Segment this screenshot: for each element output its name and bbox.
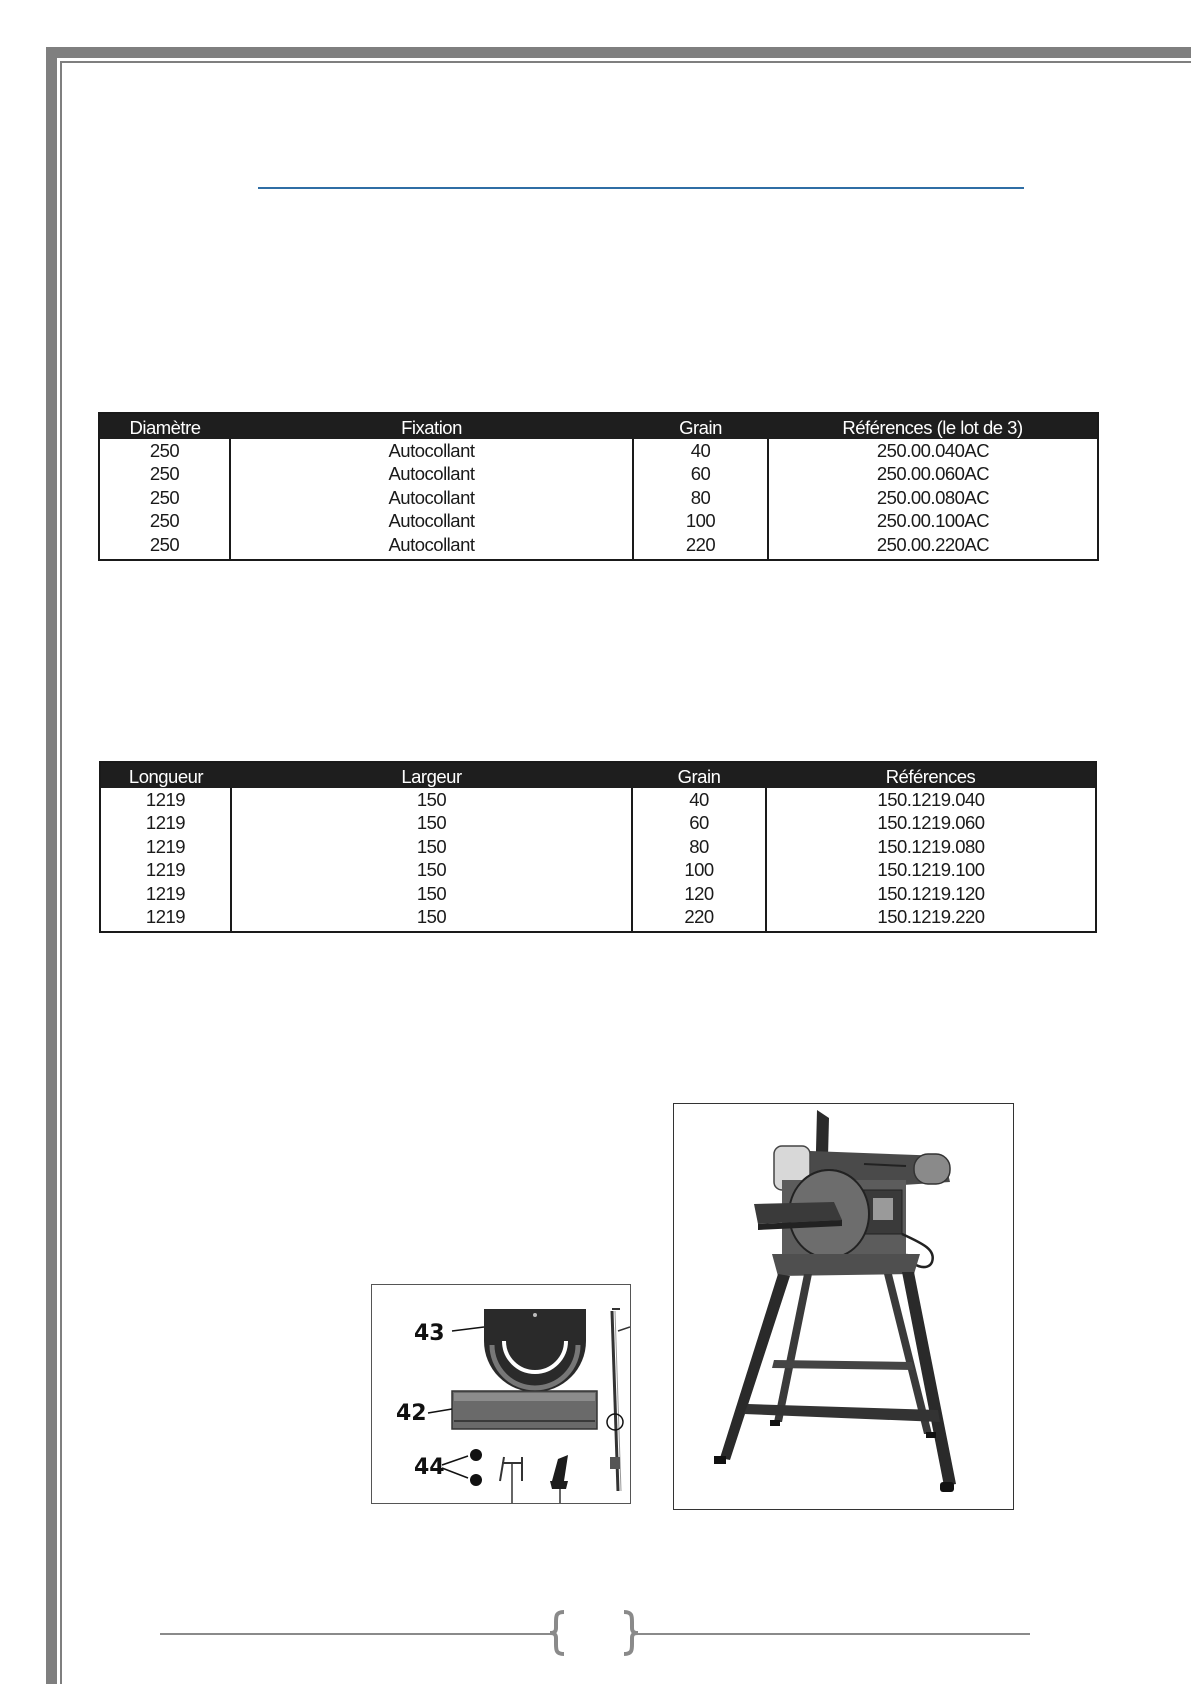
table-cell: 150.1219.100 — [766, 859, 1096, 883]
table-cell: 100 — [633, 510, 768, 534]
table-cell: 150.1219.080 — [766, 835, 1096, 859]
table-cell: 250 — [99, 533, 230, 560]
table-cell: 60 — [632, 812, 766, 836]
table-cell: 1219 — [100, 812, 231, 836]
table-cell: 1219 — [100, 906, 231, 933]
table-cell: 150 — [231, 812, 632, 836]
column-header: Diamètre — [99, 413, 230, 439]
table-cell: 250 — [99, 486, 230, 510]
table-cell: 60 — [633, 463, 768, 487]
table-cell: 80 — [632, 835, 766, 859]
sanding-discs-table — [98, 412, 1099, 561]
page-frame-top — [46, 47, 1191, 58]
table-cell: 150.1219.120 — [766, 882, 1096, 906]
belt-disc-sander-illustration — [674, 1104, 1013, 1509]
table-header-row — [100, 762, 1096, 788]
table-cell: 250.00.080AC — [768, 486, 1098, 510]
part-number-label: 43 — [414, 1321, 445, 1346]
table-cell: 220 — [633, 533, 768, 560]
table-cell: 150.1219.220 — [766, 906, 1096, 933]
column-header: Références — [766, 762, 1096, 788]
table-cell: 250 — [99, 510, 230, 534]
column-header: Fixation — [230, 413, 633, 439]
table-cell: 80 — [633, 486, 768, 510]
table-cell: 250 — [99, 463, 230, 487]
table-cell: 150 — [231, 859, 632, 883]
table-cell: 150 — [231, 882, 632, 906]
table-cell: 120 — [632, 882, 766, 906]
table-cell: 100 — [632, 859, 766, 883]
table-cell: 1219 — [100, 882, 231, 906]
table-cell: 220 — [632, 906, 766, 933]
table-row — [99, 486, 1098, 510]
column-header: Largeur — [231, 762, 632, 788]
column-header: Grain — [632, 762, 766, 788]
column-header: Grain — [633, 413, 768, 439]
table-row — [99, 510, 1098, 534]
sander-machine-figure — [673, 1103, 1014, 1510]
table-row — [100, 835, 1096, 859]
protractor-part — [484, 1309, 586, 1392]
footer-rule-left — [160, 1633, 552, 1635]
footer-rule-right — [638, 1633, 1030, 1635]
table-row — [100, 882, 1096, 906]
part-number-label: 42 — [396, 1401, 427, 1426]
table-cell: 250.00.100AC — [768, 510, 1098, 534]
table-cell: 150.1219.060 — [766, 812, 1096, 836]
table-cell: 1219 — [100, 859, 231, 883]
table-cell: Autocollant — [230, 486, 633, 510]
page-frame-left-inner — [60, 61, 62, 1684]
page-frame-left — [46, 47, 57, 1684]
table-cell: 1219 — [100, 835, 231, 859]
part-number-label: 44 — [414, 1455, 445, 1480]
stand-leg — [902, 1272, 956, 1486]
table-cell: 40 — [632, 788, 766, 812]
column-header: Références (le lot de 3) — [768, 413, 1098, 439]
table-cell: 250.00.060AC — [768, 463, 1098, 487]
table-header-row — [99, 413, 1098, 439]
table-cell: 150 — [231, 835, 632, 859]
table-cell: 1219 — [100, 788, 231, 812]
table-cell: Autocollant — [230, 439, 633, 463]
table-cell: 250 — [99, 439, 230, 463]
table-row — [100, 859, 1096, 883]
table-cell: 40 — [633, 439, 768, 463]
table-cell: 250.00.040AC — [768, 439, 1098, 463]
page-number-brackets — [546, 1610, 642, 1656]
table-row — [100, 906, 1096, 933]
table-row — [99, 463, 1098, 487]
table-row — [100, 788, 1096, 812]
sanding-belts-table — [99, 761, 1097, 933]
parts-diagram-illustration — [372, 1285, 630, 1503]
header-rule — [258, 187, 1024, 189]
column-header: Longueur — [100, 762, 231, 788]
table-cell: Autocollant — [230, 533, 633, 560]
table-row — [100, 812, 1096, 836]
table-cell: 150 — [231, 906, 632, 933]
table-row — [99, 533, 1098, 560]
parts-diagram-figure — [371, 1284, 631, 1504]
table-cell: 250.00.220AC — [768, 533, 1098, 560]
table-cell: Autocollant — [230, 510, 633, 534]
table-cell: Autocollant — [230, 463, 633, 487]
table-cell: 150.1219.040 — [766, 788, 1096, 812]
table-cell: 150 — [231, 788, 632, 812]
table-row — [99, 439, 1098, 463]
page-frame-top-inner — [60, 61, 1191, 63]
